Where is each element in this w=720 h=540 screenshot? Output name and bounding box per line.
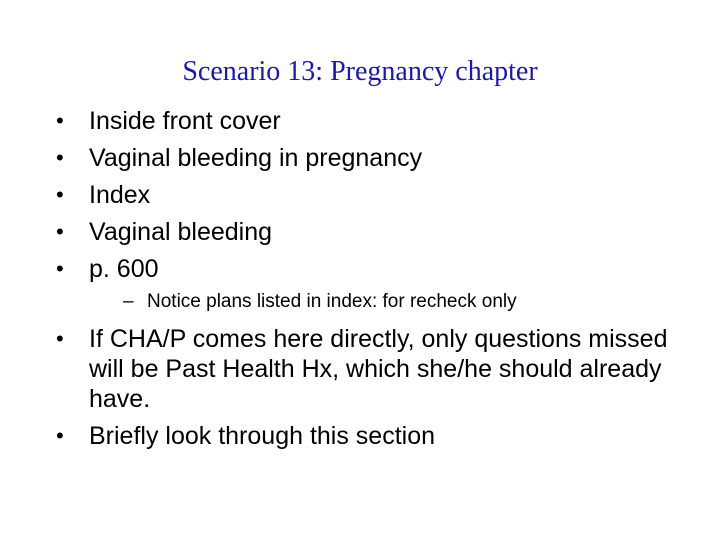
sub-bullet-dash: – xyxy=(123,291,134,312)
bullet-text: Inside front cover xyxy=(89,107,281,135)
bullet-dot: • xyxy=(56,108,64,133)
bullet-dot: • xyxy=(56,326,64,351)
bullet-dot: • xyxy=(56,423,64,448)
bullet-text: Vaginal bleeding xyxy=(89,218,273,246)
bullet-text: p. 600 xyxy=(89,255,159,283)
bullet-text: Index xyxy=(89,181,151,209)
bullet-text: Vaginal bleeding in pregnancy xyxy=(89,144,423,172)
slide-title: Scenario 13: Pregnancy chapter xyxy=(182,56,538,87)
bullet-dot: • xyxy=(56,256,64,281)
bullet-dot: • xyxy=(56,182,64,207)
bullet-text: If CHA/P comes here directly, only questions missed will be Past Health Hx, which she/he should already have. xyxy=(89,325,668,413)
bullet-dot: • xyxy=(56,145,64,170)
bullet-text: Briefly look through this section xyxy=(89,422,436,450)
bullet-dot: • xyxy=(56,219,64,244)
sub-bullet-text: Notice plans listed in index: for recheck only xyxy=(147,291,517,312)
